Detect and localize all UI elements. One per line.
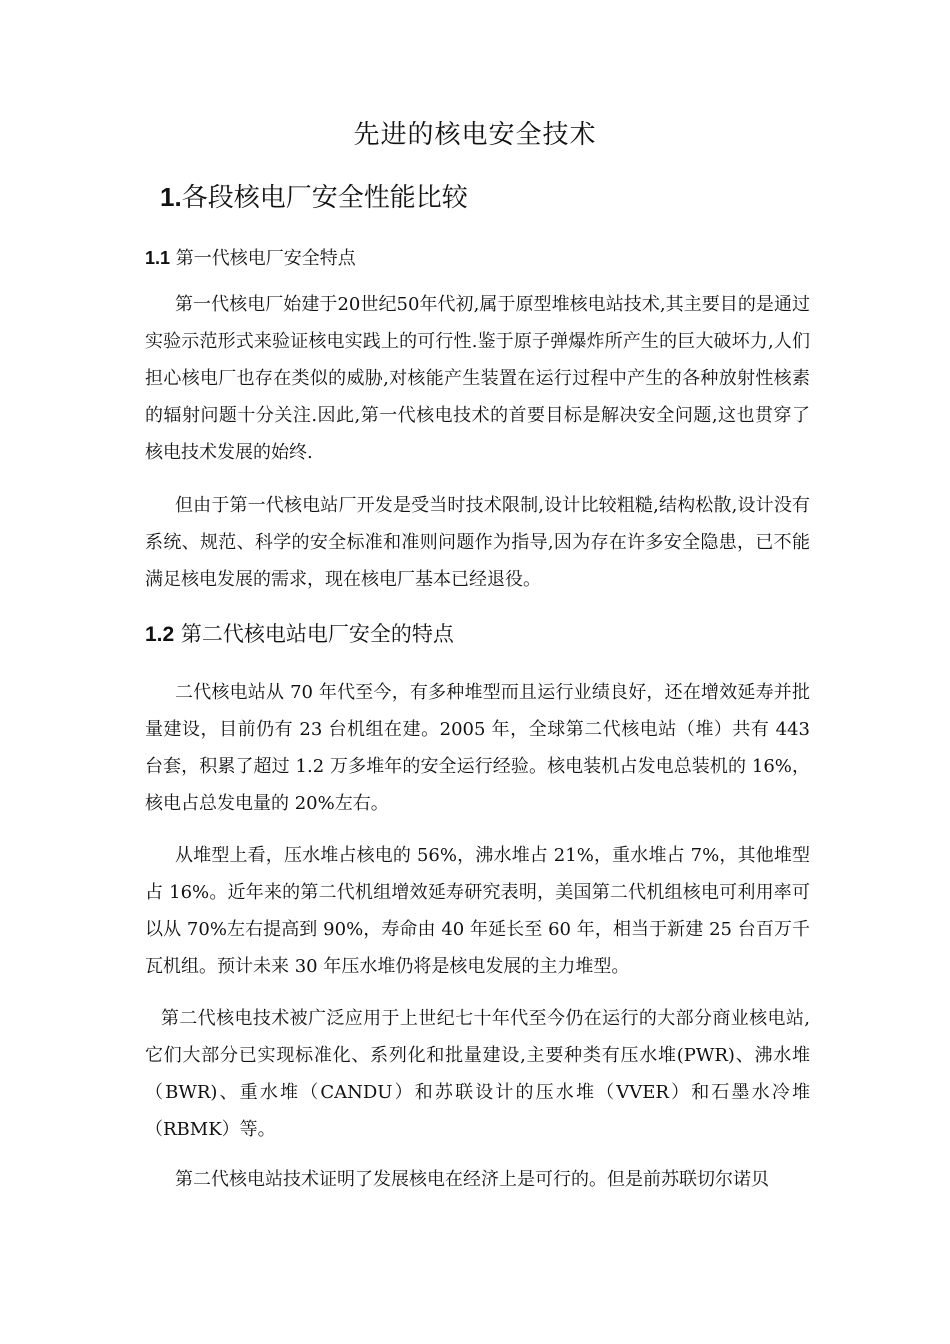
section-1-heading bbox=[160, 180, 468, 215]
section-1-1-number: 1.1 bbox=[145, 248, 171, 268]
section-1-title: 各段核电厂安全性能比较 bbox=[181, 183, 468, 213]
section-1-2-title: 第二代核电站电厂安全的特点 bbox=[174, 622, 454, 646]
paragraph-4: 从堆型上看，压水堆占核电的 56%，沸水堆占 21%，重水堆占 7%，其他堆型占 16%。近年来的第二代机组增效延寿研究表明，美国第二代机组核电可利用率可以从 70%左右提高到 90%，寿命由 40 年延长至 60 年，相当于新建 25 台百万千瓦机组。预计未来 30 年压水堆仍将是核电发展的主力堆型。 bbox=[145, 845, 810, 977]
paragraph-3: 二代核电站从 70 年代至今，有多种堆型而且运行业绩良好，还在增效延寿并批量建设，目前仍有 23 台机组在建。2005 年，全球第二代核电站（堆）共有 443 台套，积累了超过 1.2 万多堆年的安全运行经验。核电装机占发电总装机的 16%，核电占总发电量的 20%左右。 bbox=[145, 682, 810, 814]
section-1-number: 1. bbox=[160, 182, 182, 212]
section-1-2-number: 1.2 bbox=[145, 623, 175, 646]
section-1-1-title: 第一代核电厂安全特点 bbox=[170, 248, 356, 269]
paragraph-6: 第二代核电站技术证明了发展核电在经济上是可行的。但是前苏联切尔诺贝 bbox=[175, 1169, 769, 1190]
section-1-2-heading bbox=[145, 619, 454, 650]
paragraph-5: 第二代核电技术被广泛应用于上世纪七十年代至今仍在运行的大部分商业核电站,它们大部分已实现标准化、系列化和批量建设,主要种类有压水堆(PWR)、沸水堆（BWR)、重水堆（CANDU）和苏联设计的压水堆（VVER）和石墨水冷堆（RBMK）等。 bbox=[145, 1008, 810, 1140]
document-title: 先进的核电安全技术 bbox=[353, 120, 597, 150]
paragraph-1: 第一代核电厂始建于20世纪50年代初,属于原型堆核电站技术,其主要目的是通过实验示范形式来验证核电实践上的可行性.鉴于原子弹爆炸所产生的巨大破坏力,人们担心核电厂也存在类似的威胁,对核能产生装置在运行过程中产生的各种放射性核素的辐射问题十分关注.因此,第一代核电技术的首要目标是解决安全问题,这也贯穿了核电技术发展的始终. bbox=[145, 294, 810, 463]
section-1-1-heading bbox=[145, 245, 356, 272]
paragraph-2: 但由于第一代核电站厂开发是受当时技术限制,设计比较粗糙,结构松散,设计没有系统、规范、科学的安全标准和准则问题作为指导,因为存在许多安全隐患，已不能满足核电发展的需求，现在核电厂基本已经退役。 bbox=[145, 495, 810, 590]
